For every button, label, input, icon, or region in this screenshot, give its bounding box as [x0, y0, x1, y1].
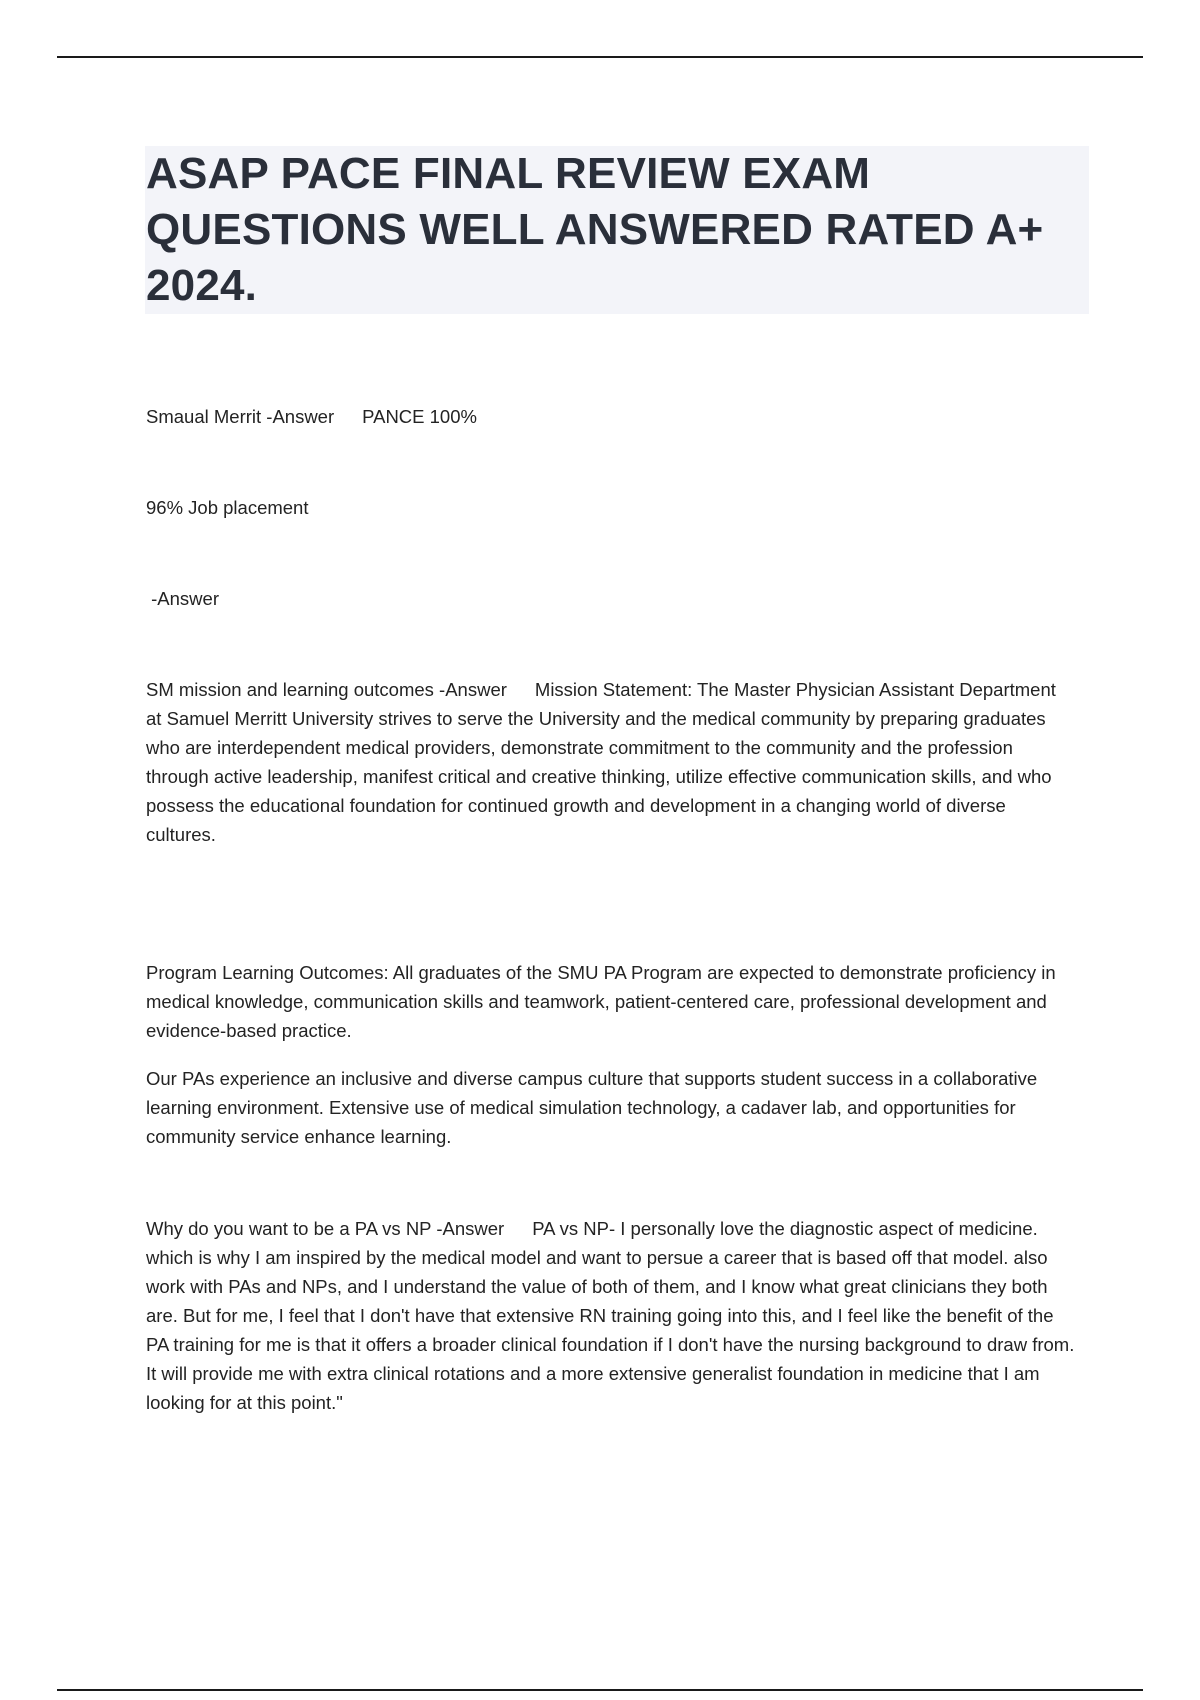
answer-text: Mission Statement: The Master Physician Assistant Department at Samuel Merritt University strives to serve the University and the medical community by preparing graduates who are interdependent medical providers, demonstrate commitment to the community and the profession through active leadership, manifest critical and creative thinking, utilize effective communication skills, and who possess the educational foundation for continued growth and development in a changing world of diverse cultures.	[146, 679, 1056, 845]
answer-text: Our PAs experience an inclusive and diverse campus culture that supports student success in a collaborative learning environment. Extensive use of medical simulation technology, a cadaver lab, and opportunities for community service enhance learning.	[146, 1068, 1038, 1147]
qa-entry	[146, 1214, 1076, 1417]
qa-entry	[146, 584, 1076, 613]
answer-text: PANCE 100%	[362, 406, 477, 427]
answer-text: Program Learning Outcomes: All graduates of the SMU PA Program are expected to demonstrate proficiency in medical knowledge, communication skills and teamwork, patient-centered care, professional development and evidence-based practice.	[146, 962, 1056, 1041]
answer-text: -Answer	[146, 588, 219, 609]
qa-entry	[146, 493, 1076, 522]
qa-entry	[146, 402, 1076, 431]
question-text: Smaual Merrit -Answer	[146, 406, 335, 427]
paragraph	[146, 1064, 1076, 1151]
document-title: ASAP PACE FINAL REVIEW EXAM QUESTIONS WELL ANSWERED RATED A+ 2024.	[146, 149, 1044, 310]
paragraph	[146, 958, 1076, 1045]
bottom-divider	[57, 1689, 1143, 1691]
qa-entry	[146, 675, 1076, 849]
answer-text: 96% Job placement	[146, 497, 309, 518]
top-divider	[57, 56, 1143, 58]
question-text: Why do you want to be a PA vs NP -Answer	[146, 1218, 505, 1239]
answer-text: PA vs NP- I personally love the diagnostic aspect of medicine. which is why I am inspired by the medical model and want to persue a career that is based off that model. also work with PAs and NPs, and I understand the value of both of them, and I know what great clinicians they both are. But for me, I feel that I don't have that extensive RN training going into this, and I feel like the benefit of the PA training for me is that it offers a broader clinical foundation if I don't have the nursing background to draw from. It will provide me with extra clinical rotations and a more extensive generalist foundation in medicine that I am looking for at this point."	[146, 1218, 1075, 1413]
question-text: SM mission and learning outcomes -Answer	[146, 679, 507, 700]
